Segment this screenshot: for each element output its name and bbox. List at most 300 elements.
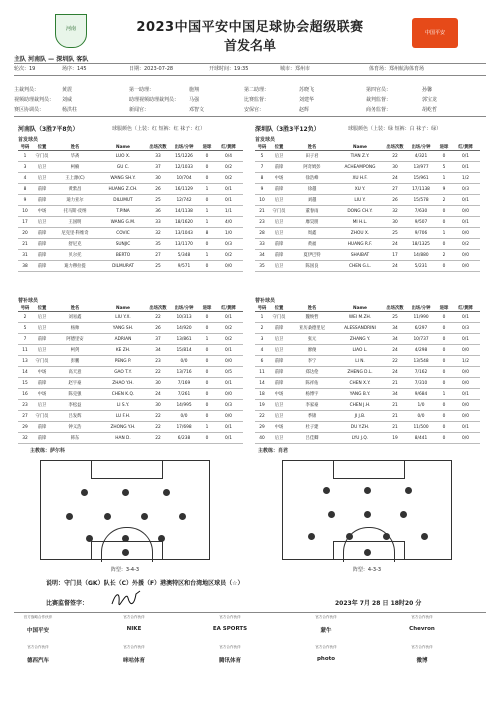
- table-row: [18, 250, 243, 261]
- table-cell: WANG G.M.: [98, 217, 148, 228]
- table-cell: 0/3: [451, 184, 480, 195]
- table-cell: 柯剑: [52, 345, 98, 356]
- table-cell: 0/3: [451, 323, 480, 334]
- table-cell: 0/1: [214, 345, 243, 356]
- page-subtitle: 首发名单: [223, 39, 276, 54]
- table-row: [255, 239, 480, 250]
- column-header: 号码: [18, 305, 32, 312]
- table-cell: 杨帅: [52, 323, 98, 334]
- table-cell: 舒尼克: [52, 239, 98, 250]
- away-coach: 主教练：肖君: [258, 448, 289, 454]
- table-cell: 季锦: [289, 411, 335, 422]
- table-cell: 1/1: [214, 206, 243, 217]
- table-cell: 21: [385, 378, 405, 389]
- table-cell: 0/1: [451, 217, 480, 228]
- table-cell: ZHOU X.: [335, 228, 385, 239]
- column-header: 出场/分钟: [168, 305, 200, 312]
- table-cell: 12/742: [168, 195, 200, 206]
- table-cell: 1/0: [405, 400, 437, 411]
- table-cell: 16/1129: [168, 184, 200, 195]
- table-cell: 5/348: [168, 250, 200, 261]
- table-cell: 36: [148, 206, 168, 217]
- column-header: 红/黄牌: [451, 144, 480, 151]
- table-row: [255, 411, 480, 422]
- table-cell: 0/0: [451, 206, 480, 217]
- table-cell: 0: [200, 261, 214, 272]
- table-cell: 前锋: [269, 250, 289, 261]
- table-cell: 1: [437, 173, 451, 184]
- table-cell: 守门员: [32, 151, 52, 162]
- table-cell: 17/1138: [405, 184, 437, 195]
- table-cell: 21: [255, 206, 269, 217]
- table-cell: 杜子建: [289, 422, 335, 433]
- table-cell: 0: [437, 206, 451, 217]
- teams-line: 主队 河南队 — 深圳队 客队: [14, 56, 89, 63]
- table-cell: 22: [255, 411, 269, 422]
- table-cell: LIU Y.: [335, 195, 385, 206]
- table-cell: 0: [437, 261, 451, 272]
- table-cell: 0/1: [451, 151, 480, 162]
- table-cell: 郑达伦: [289, 367, 335, 378]
- column-header: 位置: [269, 144, 289, 151]
- sponsor-name: EA SPORTS: [212, 626, 248, 632]
- table-cell: 24: [385, 239, 405, 250]
- table-cell: 30: [148, 173, 168, 184]
- table-row: [255, 206, 480, 217]
- table-cell: 徐浩峰: [289, 173, 335, 184]
- table-cell: 5: [437, 162, 451, 173]
- sponsor-strip: [14, 615, 486, 675]
- table-row: [18, 261, 243, 272]
- table-cell: 6/238: [168, 433, 200, 444]
- table-cell: 8: [255, 173, 269, 184]
- officials-row: 主裁判员： 黄震 第一助理： 施翔 第二助理： 苏晓飞 第四官员： 孙馨: [14, 87, 433, 93]
- table-cell: 25: [148, 195, 168, 206]
- table-cell: 中场: [32, 389, 52, 400]
- sponsor-logo: 中国平安: [412, 18, 458, 48]
- table-cell: 后卫: [269, 228, 289, 239]
- sponsor-name: 腾讯体育: [218, 658, 241, 664]
- home-starters-label: 首发球员: [18, 137, 39, 143]
- table-row: [18, 184, 243, 195]
- table-cell: 7/310: [405, 378, 437, 389]
- table-cell: 30: [385, 217, 405, 228]
- column-header: 出场次数: [386, 145, 404, 150]
- table-cell: 毕斋: [52, 151, 98, 162]
- table-cell: GAO T.Y.: [98, 367, 148, 378]
- table-cell: 0: [437, 367, 451, 378]
- table-cell: 0/0: [405, 411, 437, 422]
- table-cell: 0/2: [214, 334, 243, 345]
- table-cell: 14/880: [405, 250, 437, 261]
- table-cell: WEI M.ZH.: [335, 312, 385, 323]
- table-cell: 34: [385, 323, 405, 334]
- table-cell: 4/321: [405, 151, 437, 162]
- table-cell: 13/977: [405, 162, 437, 173]
- table-cell: GU C.: [98, 162, 148, 173]
- table-cell: 9: [18, 195, 32, 206]
- table-cell: XU H.F.: [335, 173, 385, 184]
- table-cell: 0/1: [451, 162, 480, 173]
- sponsor-logo: [110, 645, 158, 664]
- table-cell: 35: [255, 261, 269, 272]
- table-row: [255, 433, 480, 444]
- table-cell: T.PINA: [98, 206, 148, 217]
- table-cell: CHEN J.H.: [335, 400, 385, 411]
- table-cell: 1: [437, 389, 451, 400]
- column-header: 位置: [269, 305, 289, 312]
- table-cell: XU Y.: [335, 184, 385, 195]
- table-cell: 陈祥佑: [289, 378, 335, 389]
- column-header: 出场次数: [149, 145, 167, 150]
- table-cell: 前锋: [269, 378, 289, 389]
- table-cell: 赵宇豪: [52, 378, 98, 389]
- table-cell: 19: [385, 433, 405, 444]
- away-starters-table: [255, 144, 480, 272]
- table-cell: 0: [437, 323, 451, 334]
- table-cell: LYU J.Q.: [335, 433, 385, 444]
- table-cell: 0/0: [451, 367, 480, 378]
- table-cell: 24: [385, 367, 405, 378]
- sponsor-logo: [398, 645, 446, 664]
- table-cell: 17: [385, 250, 405, 261]
- table-row: [18, 422, 243, 433]
- column-header: 姓名: [52, 305, 98, 312]
- table-cell: 37: [148, 162, 168, 173]
- table-cell: 23: [255, 217, 269, 228]
- table-row: [255, 184, 480, 195]
- table-cell: 25: [385, 228, 405, 239]
- table-cell: 王上源(C): [52, 173, 98, 184]
- table-cell: 0/3: [214, 400, 243, 411]
- table-cell: 6: [255, 356, 269, 367]
- column-header: 红/黄牌: [451, 305, 480, 312]
- table-cell: 13/1170: [168, 239, 200, 250]
- column-header: 姓名: [52, 144, 98, 151]
- table-cell: 0: [437, 378, 451, 389]
- sponsor-name: photo: [316, 656, 336, 662]
- table-cell: 中场: [269, 422, 289, 433]
- table-cell: 韩东: [52, 433, 98, 444]
- table-cell: LIAO L.: [335, 345, 385, 356]
- table-cell: 15/578: [405, 195, 437, 206]
- table-cell: 0: [200, 345, 214, 356]
- supervisor-signature: [110, 588, 144, 610]
- table-cell: 1: [200, 184, 214, 195]
- table-cell: 田子君: [289, 151, 335, 162]
- column-header: 进球: [200, 144, 214, 151]
- home-subs-table: [18, 305, 243, 444]
- table-cell: 0/0: [168, 411, 200, 422]
- table-row: [255, 173, 480, 184]
- table-cell: 21: [385, 411, 405, 422]
- table-cell: 0/1: [214, 195, 243, 206]
- table-cell: 14/995: [168, 400, 200, 411]
- table-cell: 32: [148, 228, 168, 239]
- table-cell: HAN D.: [98, 433, 148, 444]
- column-header: Name: [335, 305, 385, 312]
- home-subs-label: 替补球员: [18, 298, 39, 304]
- table-cell: 0/1: [451, 389, 480, 400]
- home-starters-table: [18, 144, 243, 272]
- table-cell: 7/162: [405, 367, 437, 378]
- table-cell: 17: [18, 217, 32, 228]
- table-cell: DU Y.ZH.: [335, 422, 385, 433]
- table-cell: 后卫: [269, 400, 289, 411]
- table-cell: 0: [200, 378, 214, 389]
- sponsor-name: 中国平安: [26, 628, 49, 634]
- table-cell: 34: [255, 250, 269, 261]
- table-cell: 0/2: [214, 250, 243, 261]
- table-cell: 0: [437, 411, 451, 422]
- table-cell: 7/261: [168, 389, 200, 400]
- table-cell: 1: [200, 206, 214, 217]
- table-cell: 董春雨: [289, 206, 335, 217]
- table-cell: 32: [18, 433, 32, 444]
- table-cell: 黄紫昌: [52, 184, 98, 195]
- table-cell: 19: [255, 400, 269, 411]
- table-cell: 后卫: [32, 345, 52, 356]
- table-cell: COVIC: [98, 228, 148, 239]
- table-cell: 守门员: [269, 312, 289, 323]
- sponsor-logo: [14, 615, 62, 634]
- table-cell: 32: [385, 206, 405, 217]
- table-cell: 9/571: [168, 261, 200, 272]
- table-cell: 13/861: [168, 334, 200, 345]
- table-cell: 前锋: [269, 239, 289, 250]
- table-cell: 40: [255, 433, 269, 444]
- table-cell: 迪力亚尔: [52, 195, 98, 206]
- table-row: [255, 261, 480, 272]
- table-cell: 30: [148, 378, 168, 389]
- table-cell: 0: [200, 433, 214, 444]
- table-cell: 7: [18, 334, 32, 345]
- table-cell: 0/4: [214, 151, 243, 162]
- table-cell: 前锋: [269, 323, 289, 334]
- table-cell: 后卫: [269, 433, 289, 444]
- table-row: [255, 195, 480, 206]
- table-cell: 3: [18, 162, 32, 173]
- table-cell: HUANG Z.CH.: [98, 184, 148, 195]
- table-row: [255, 400, 480, 411]
- table-cell: YANG B.Y.: [335, 389, 385, 400]
- table-cell: 24: [385, 261, 405, 272]
- table-cell: 13/548: [405, 356, 437, 367]
- table-cell: 中场: [269, 389, 289, 400]
- column-header: 进球: [200, 305, 214, 312]
- sponsor-caption: 官方合作伙伴: [123, 645, 145, 649]
- table-cell: 11/500: [405, 422, 437, 433]
- table-cell: 11/990: [405, 312, 437, 323]
- table-cell: 29: [18, 422, 32, 433]
- table-row: [255, 378, 480, 389]
- table-cell: 9/684: [405, 389, 437, 400]
- table-cell: 1: [255, 312, 269, 323]
- table-cell: 0: [200, 400, 214, 411]
- table-cell: 前锋: [32, 378, 52, 389]
- table-cell: 0/0: [451, 250, 480, 261]
- table-cell: 24: [385, 345, 405, 356]
- table-cell: 23: [18, 400, 32, 411]
- table-cell: 30: [148, 400, 168, 411]
- table-cell: DILMURAT: [98, 261, 148, 272]
- table-cell: 22: [148, 367, 168, 378]
- table-cell: LIU Y.X.: [98, 312, 148, 323]
- table-cell: 22: [148, 411, 168, 422]
- table-cell: 3: [255, 334, 269, 345]
- table-cell: 中场: [32, 206, 52, 217]
- sponsor-name: 微博: [416, 658, 428, 664]
- table-cell: ADRIAN: [98, 334, 148, 345]
- table-cell: 12/1033: [168, 162, 200, 173]
- table-cell: 阿奇姆彭: [289, 162, 335, 173]
- table-cell: CHEN G.L.: [335, 261, 385, 272]
- officials-row: 视频助理裁判员： 刘威 助理视频助理裁判员： 马强 比赛监督： 刘建华 裁判监督： 郭宝龙: [14, 97, 438, 103]
- table-cell: 后卫: [269, 151, 289, 162]
- table-cell: 守门员: [269, 206, 289, 217]
- table-cell: 0/0: [214, 356, 243, 367]
- table-row: [18, 334, 243, 345]
- table-cell: 魏焕哲: [289, 312, 335, 323]
- sponsor-caption: 官方合作伙伴: [411, 615, 433, 619]
- table-cell: 0: [200, 312, 214, 323]
- sponsor-logo: [206, 645, 254, 664]
- signature-date: 2023年 7月 28 日 18时20 分: [335, 600, 422, 607]
- table-row: [255, 422, 480, 433]
- table-row: [18, 433, 243, 444]
- table-cell: 34: [148, 345, 168, 356]
- table-cell: 8/441: [405, 433, 437, 444]
- table-cell: 前锋: [32, 250, 52, 261]
- table-cell: 0/0: [214, 411, 243, 422]
- table-cell: 1: [200, 250, 214, 261]
- table-cell: 10/704: [168, 173, 200, 184]
- table-cell: 24: [148, 389, 168, 400]
- table-cell: BERTO: [98, 250, 148, 261]
- table-cell: 后卫: [269, 217, 289, 228]
- table-cell: 33: [148, 151, 168, 162]
- table-cell: 0: [437, 356, 451, 367]
- table-cell: 王国明: [52, 217, 98, 228]
- table-cell: 前锋: [32, 195, 52, 206]
- table-cell: 廖俊: [289, 345, 335, 356]
- table-cell: 刘易鑫: [52, 312, 98, 323]
- table-cell: 0/2: [214, 162, 243, 173]
- table-cell: ZHAO Y.H.: [98, 378, 148, 389]
- table-cell: 0: [200, 356, 214, 367]
- table-cell: 吕佳卿: [289, 433, 335, 444]
- table-cell: 0/0: [451, 378, 480, 389]
- table-cell: 0: [437, 151, 451, 162]
- column-header: 出场/分钟: [405, 144, 437, 151]
- table-cell: 7/169: [168, 378, 200, 389]
- table-cell: 15/1226: [168, 151, 200, 162]
- table-cell: ALESSANDRINI: [335, 323, 385, 334]
- table-cell: 杨博宇: [289, 389, 335, 400]
- table-cell: 21: [385, 422, 405, 433]
- table-cell: 0/2: [451, 239, 480, 250]
- table-cell: 0: [437, 345, 451, 356]
- column-header: Name: [335, 144, 385, 151]
- table-row: [18, 206, 243, 217]
- sponsor-name: Chevron: [409, 626, 435, 632]
- away-formation-label: 阵型：4-3-3: [352, 567, 382, 573]
- table-cell: SHAIBAT: [335, 250, 385, 261]
- table-cell: 守门员: [32, 356, 52, 367]
- table-cell: 34: [385, 334, 405, 345]
- table-cell: 16: [18, 389, 32, 400]
- home-formation-label: 阵型：3-4-3: [110, 567, 140, 573]
- table-cell: 11: [255, 367, 269, 378]
- table-cell: 后卫: [269, 195, 289, 206]
- table-cell: 18/1325: [405, 239, 437, 250]
- table-cell: 后卫: [32, 400, 52, 411]
- table-cell: 7: [255, 162, 269, 173]
- table-cell: 0: [437, 312, 451, 323]
- table-cell: 中场: [32, 367, 52, 378]
- table-cell: 18: [255, 389, 269, 400]
- table-cell: 0/0: [451, 433, 480, 444]
- table-cell: 18/1620: [168, 217, 200, 228]
- away-formation-pitch: [282, 460, 452, 560]
- table-cell: 吕发辉: [52, 411, 98, 422]
- table-cell: 0: [437, 334, 451, 345]
- table-cell: 0/1: [451, 195, 480, 206]
- table-cell: 14: [18, 367, 32, 378]
- table-cell: 0: [437, 400, 451, 411]
- table-cell: 0: [437, 422, 451, 433]
- table-cell: 钟义浩: [52, 422, 98, 433]
- home-team-title: 河南队（3胜7平8负）: [18, 126, 79, 133]
- table-cell: 0/2: [214, 173, 243, 184]
- table-cell: 后卫: [269, 261, 289, 272]
- table-cell: 张元: [289, 334, 335, 345]
- column-header: 姓名: [289, 305, 335, 312]
- table-cell: 0/5: [214, 367, 243, 378]
- table-cell: 24: [385, 173, 405, 184]
- table-cell: 中场: [269, 173, 289, 184]
- table-cell: SUNJIC: [98, 239, 148, 250]
- sponsor-logo: [302, 645, 350, 662]
- table-cell: 后卫: [32, 312, 52, 323]
- signature-label: 比赛监督签字：: [46, 600, 89, 607]
- table-row: [18, 162, 243, 173]
- home-club-logo: 河南: [55, 14, 87, 48]
- table-cell: 21: [18, 239, 32, 250]
- table-cell: 14/1138: [168, 206, 200, 217]
- table-cell: ACHEAMPONG: [335, 162, 385, 173]
- column-header: 出场/分钟: [405, 305, 437, 312]
- table-cell: 5/231: [405, 261, 437, 272]
- table-cell: 4/0: [214, 217, 243, 228]
- table-cell: 10: [255, 195, 269, 206]
- table-row: [255, 323, 480, 334]
- table-cell: 黄福: [289, 239, 335, 250]
- away-starters-label: 首发球员: [255, 137, 276, 143]
- table-cell: LI S.Y.: [98, 400, 148, 411]
- table-cell: 26: [148, 323, 168, 334]
- table-cell: 10/313: [168, 312, 200, 323]
- table-cell: 10/737: [405, 334, 437, 345]
- sponsor-logo: [110, 615, 158, 632]
- table-cell: 5: [18, 323, 32, 334]
- table-cell: 0/0: [451, 345, 480, 356]
- table-cell: LUO X.: [98, 151, 148, 162]
- table-cell: 0/1: [451, 312, 480, 323]
- table-cell: 10: [18, 206, 32, 217]
- table-cell: 21: [385, 400, 405, 411]
- table-cell: 25: [385, 312, 405, 323]
